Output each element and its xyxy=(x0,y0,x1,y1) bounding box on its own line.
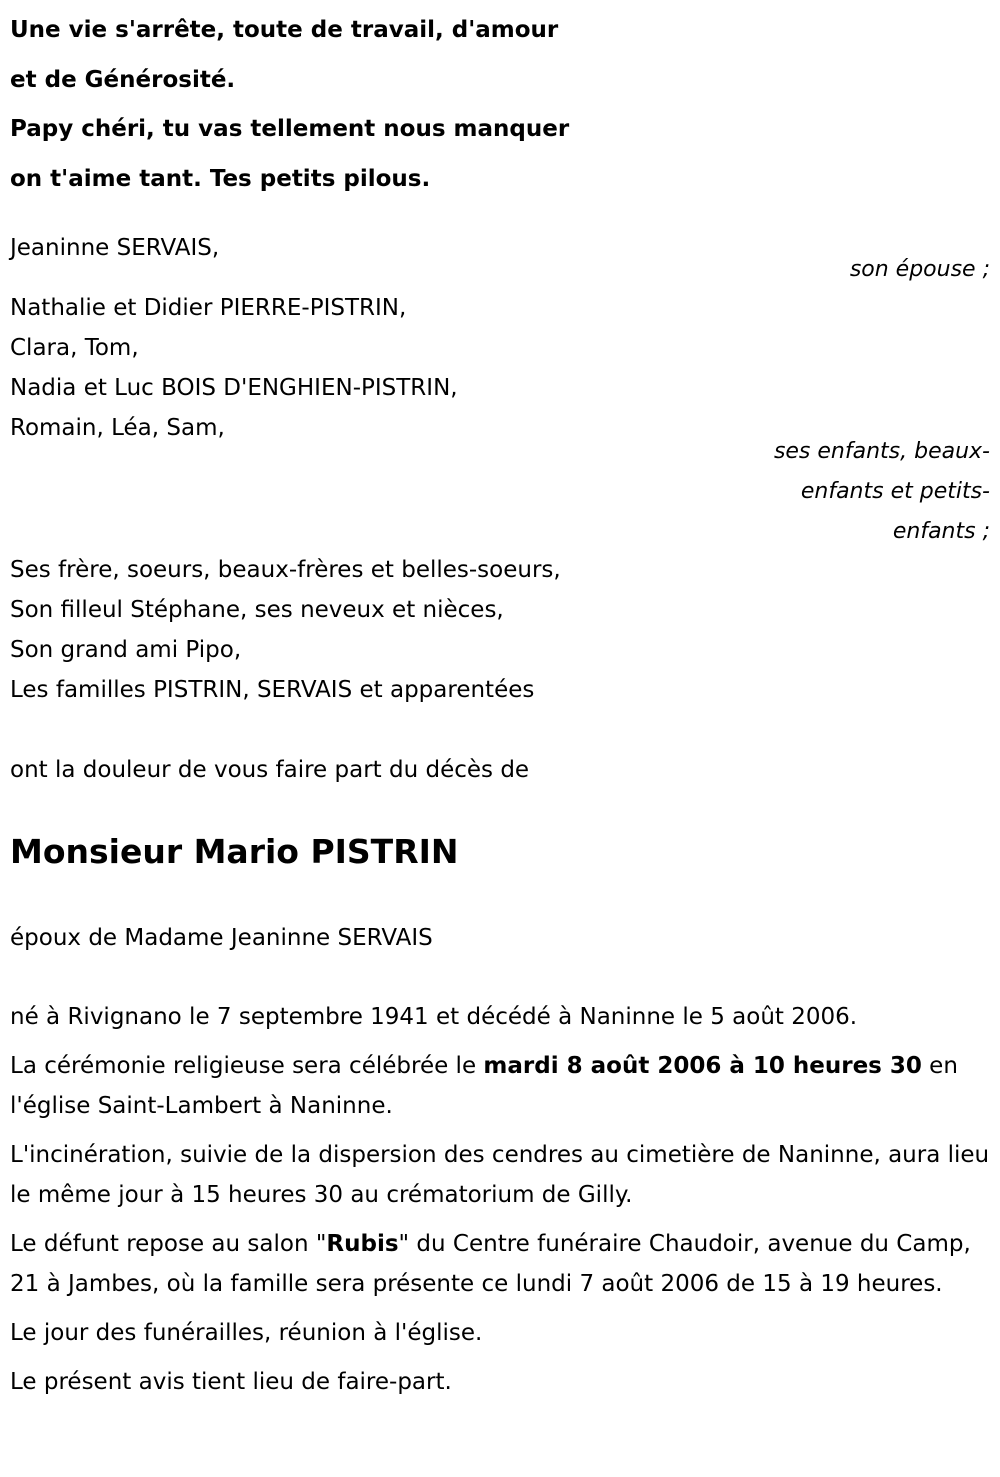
children-role: ses enfants, beaux- xyxy=(773,439,990,464)
children-name: Nathalie et Didier PIERRE-PISTRIN, xyxy=(10,295,407,321)
viewing-paragraph xyxy=(10,1224,990,1304)
funeral-day-paragraph: Le jour des funérailles, réunion à l'église. xyxy=(10,1320,483,1346)
family-line: Ses frère, soeurs, beaux-frères et belles-soeurs, xyxy=(10,557,561,583)
spouse-block xyxy=(10,228,990,290)
family-block xyxy=(10,550,990,710)
children-name: Nadia et Luc BOIS D'ENGHIEN-PISTRIN, xyxy=(10,375,458,401)
dedication-line: Une vie s'arrête, toute de travail, d'amour xyxy=(10,17,559,43)
viewing-suffix: " du Centre funéraire Chaudoir, avenue du Camp, 21 à Jambes, où la famille sera présente ce lundi 7 août 2006 de 15 à 19 heures. xyxy=(10,1231,971,1297)
viewing-prefix: Le défunt repose au salon " xyxy=(10,1231,327,1257)
spouse-of: époux de Madame Jeaninne SERVAIS xyxy=(10,925,433,951)
children-role: enfants ; xyxy=(892,519,990,544)
dedication-line: Papy chéri, tu vas tellement nous manquer xyxy=(10,116,570,142)
children-name: Romain, Léa, Sam, xyxy=(10,415,225,441)
dedication-line: on t'aime tant. Tes petits pilous. xyxy=(10,165,431,192)
birth-death-paragraph: né à Rivignano le 7 septembre 1941 et décédé à Naninne le 5 août 2006. xyxy=(10,1004,858,1030)
ceremony-date: mardi 8 août 2006 à 10 heures 30 xyxy=(483,1053,922,1079)
deceased-name: Monsieur Mario PISTRIN xyxy=(10,832,459,871)
ceremony-prefix: La cérémonie religieuse sera célébrée le xyxy=(10,1053,484,1079)
viewing-salon: Rubis xyxy=(326,1231,399,1257)
family-line: Les familles PISTRIN, SERVAIS et apparentées xyxy=(10,677,535,703)
notice-paragraph: Le présent avis tient lieu de faire-part. xyxy=(10,1369,452,1395)
family-line: Son filleul Stéphane, ses neveux et nièces, xyxy=(10,597,504,623)
spouse-name: Jeaninne SERVAIS, xyxy=(10,235,220,261)
ceremony-suffix: en l'église Saint-Lambert à Naninne. xyxy=(10,1053,958,1119)
spouse-role: son épouse ; xyxy=(849,257,990,282)
children-name: Clara, Tom, xyxy=(10,335,139,361)
family-line: Son grand ami Pipo, xyxy=(10,637,242,663)
dedication xyxy=(10,6,990,204)
children-block xyxy=(10,288,990,552)
obituary-notice xyxy=(0,6,1000,1477)
announcement: ont la douleur de vous faire part du décès de xyxy=(10,757,530,783)
ceremony-paragraph xyxy=(10,1046,990,1126)
details xyxy=(10,997,990,1402)
cremation-paragraph: L'incinération, suivie de la dispersion des cendres au cimetière de Naninne, aura lieu le même jour à 15 heures 30 au crématorium de Gilly. xyxy=(10,1142,990,1208)
dedication-line: et de Générosité. xyxy=(10,66,236,93)
children-role: enfants et petits- xyxy=(800,479,990,504)
